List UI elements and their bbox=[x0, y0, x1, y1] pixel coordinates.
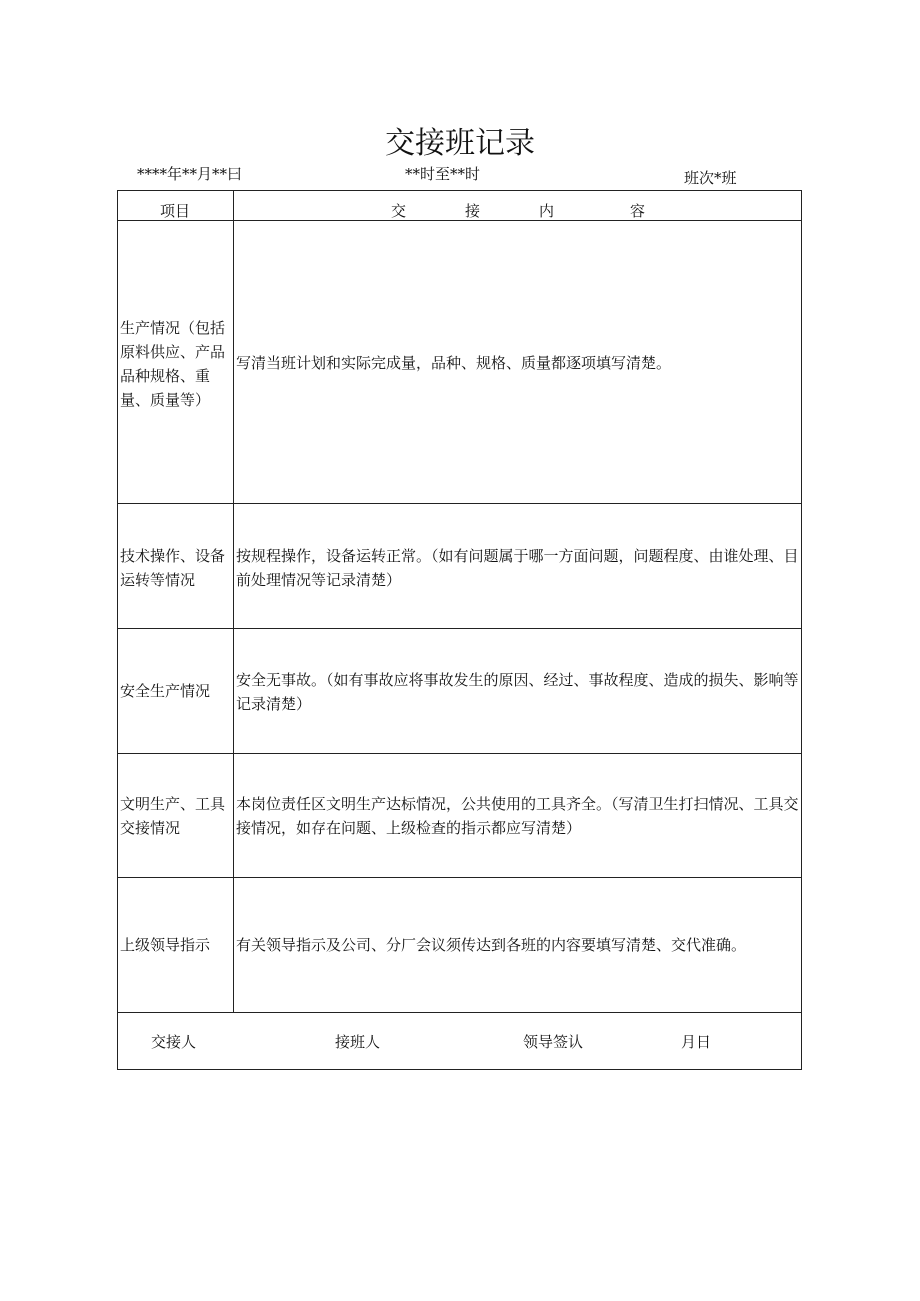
page-title: 交接班记录 bbox=[385, 126, 535, 161]
handover-person-label: 交接人 bbox=[151, 1033, 197, 1051]
header-content-char: 交 bbox=[391, 202, 407, 220]
header-content-char: 容 bbox=[630, 202, 646, 220]
column-divider bbox=[233, 191, 234, 1012]
row-content-leadership: 有关领导指示及公司、分厂会议须传达到各班的内容要填写清楚、交代准确。 bbox=[236, 936, 747, 954]
header-item: 项目 bbox=[160, 202, 191, 220]
row-divider bbox=[118, 503, 801, 504]
row-content-safety: 安全无事故。（如有事故应将事故发生的原因、经过、事故程度、造成的损失、影响等记录清楚） bbox=[236, 671, 799, 713]
month-day-label: 月日 bbox=[681, 1033, 712, 1051]
row-divider bbox=[118, 220, 801, 221]
leader-sign-label: 领导签认 bbox=[523, 1033, 584, 1051]
time-range-field: **时至**时 bbox=[405, 165, 481, 183]
row-label-safety: 安全生产情况 bbox=[120, 682, 211, 700]
row-divider bbox=[118, 1012, 801, 1013]
row-content-production: 写清当班计划和实际完成量，品种、规格、质量都逐项填写清楚。 bbox=[236, 354, 672, 372]
header-content-char: 内 bbox=[539, 202, 555, 220]
handover-table bbox=[117, 190, 802, 1070]
row-divider bbox=[118, 877, 801, 878]
row-content-civilized: 本岗位责任区文明生产达标情况，公共使用的工具齐全。（写清卫生打扫情况、工具交接情况，如存在问题、上级检查的指示都应写清楚） bbox=[236, 795, 799, 837]
row-content-technical: 按规程操作，设备运转正常。（如有问题属于哪一方面问题，问题程度、由谁处理、目前处理情况等记录清楚） bbox=[236, 547, 799, 589]
shift-field: 班次*班 bbox=[684, 169, 737, 187]
row-label-technical: 技术操作、设备运转等情况 bbox=[120, 547, 226, 589]
date-field: ****年**月**曰 bbox=[137, 165, 243, 183]
header-content-char: 接 bbox=[465, 202, 481, 220]
row-divider bbox=[118, 753, 801, 754]
row-divider bbox=[118, 628, 801, 629]
row-label-production: 生产情况（包括原料供应、产品品种规格、重量、质量等） bbox=[120, 319, 226, 409]
row-label-leadership: 上级领导指示 bbox=[120, 936, 211, 954]
receiver-label: 接班人 bbox=[335, 1033, 381, 1051]
row-label-civilized: 文明生产、工具交接情况 bbox=[120, 795, 226, 837]
